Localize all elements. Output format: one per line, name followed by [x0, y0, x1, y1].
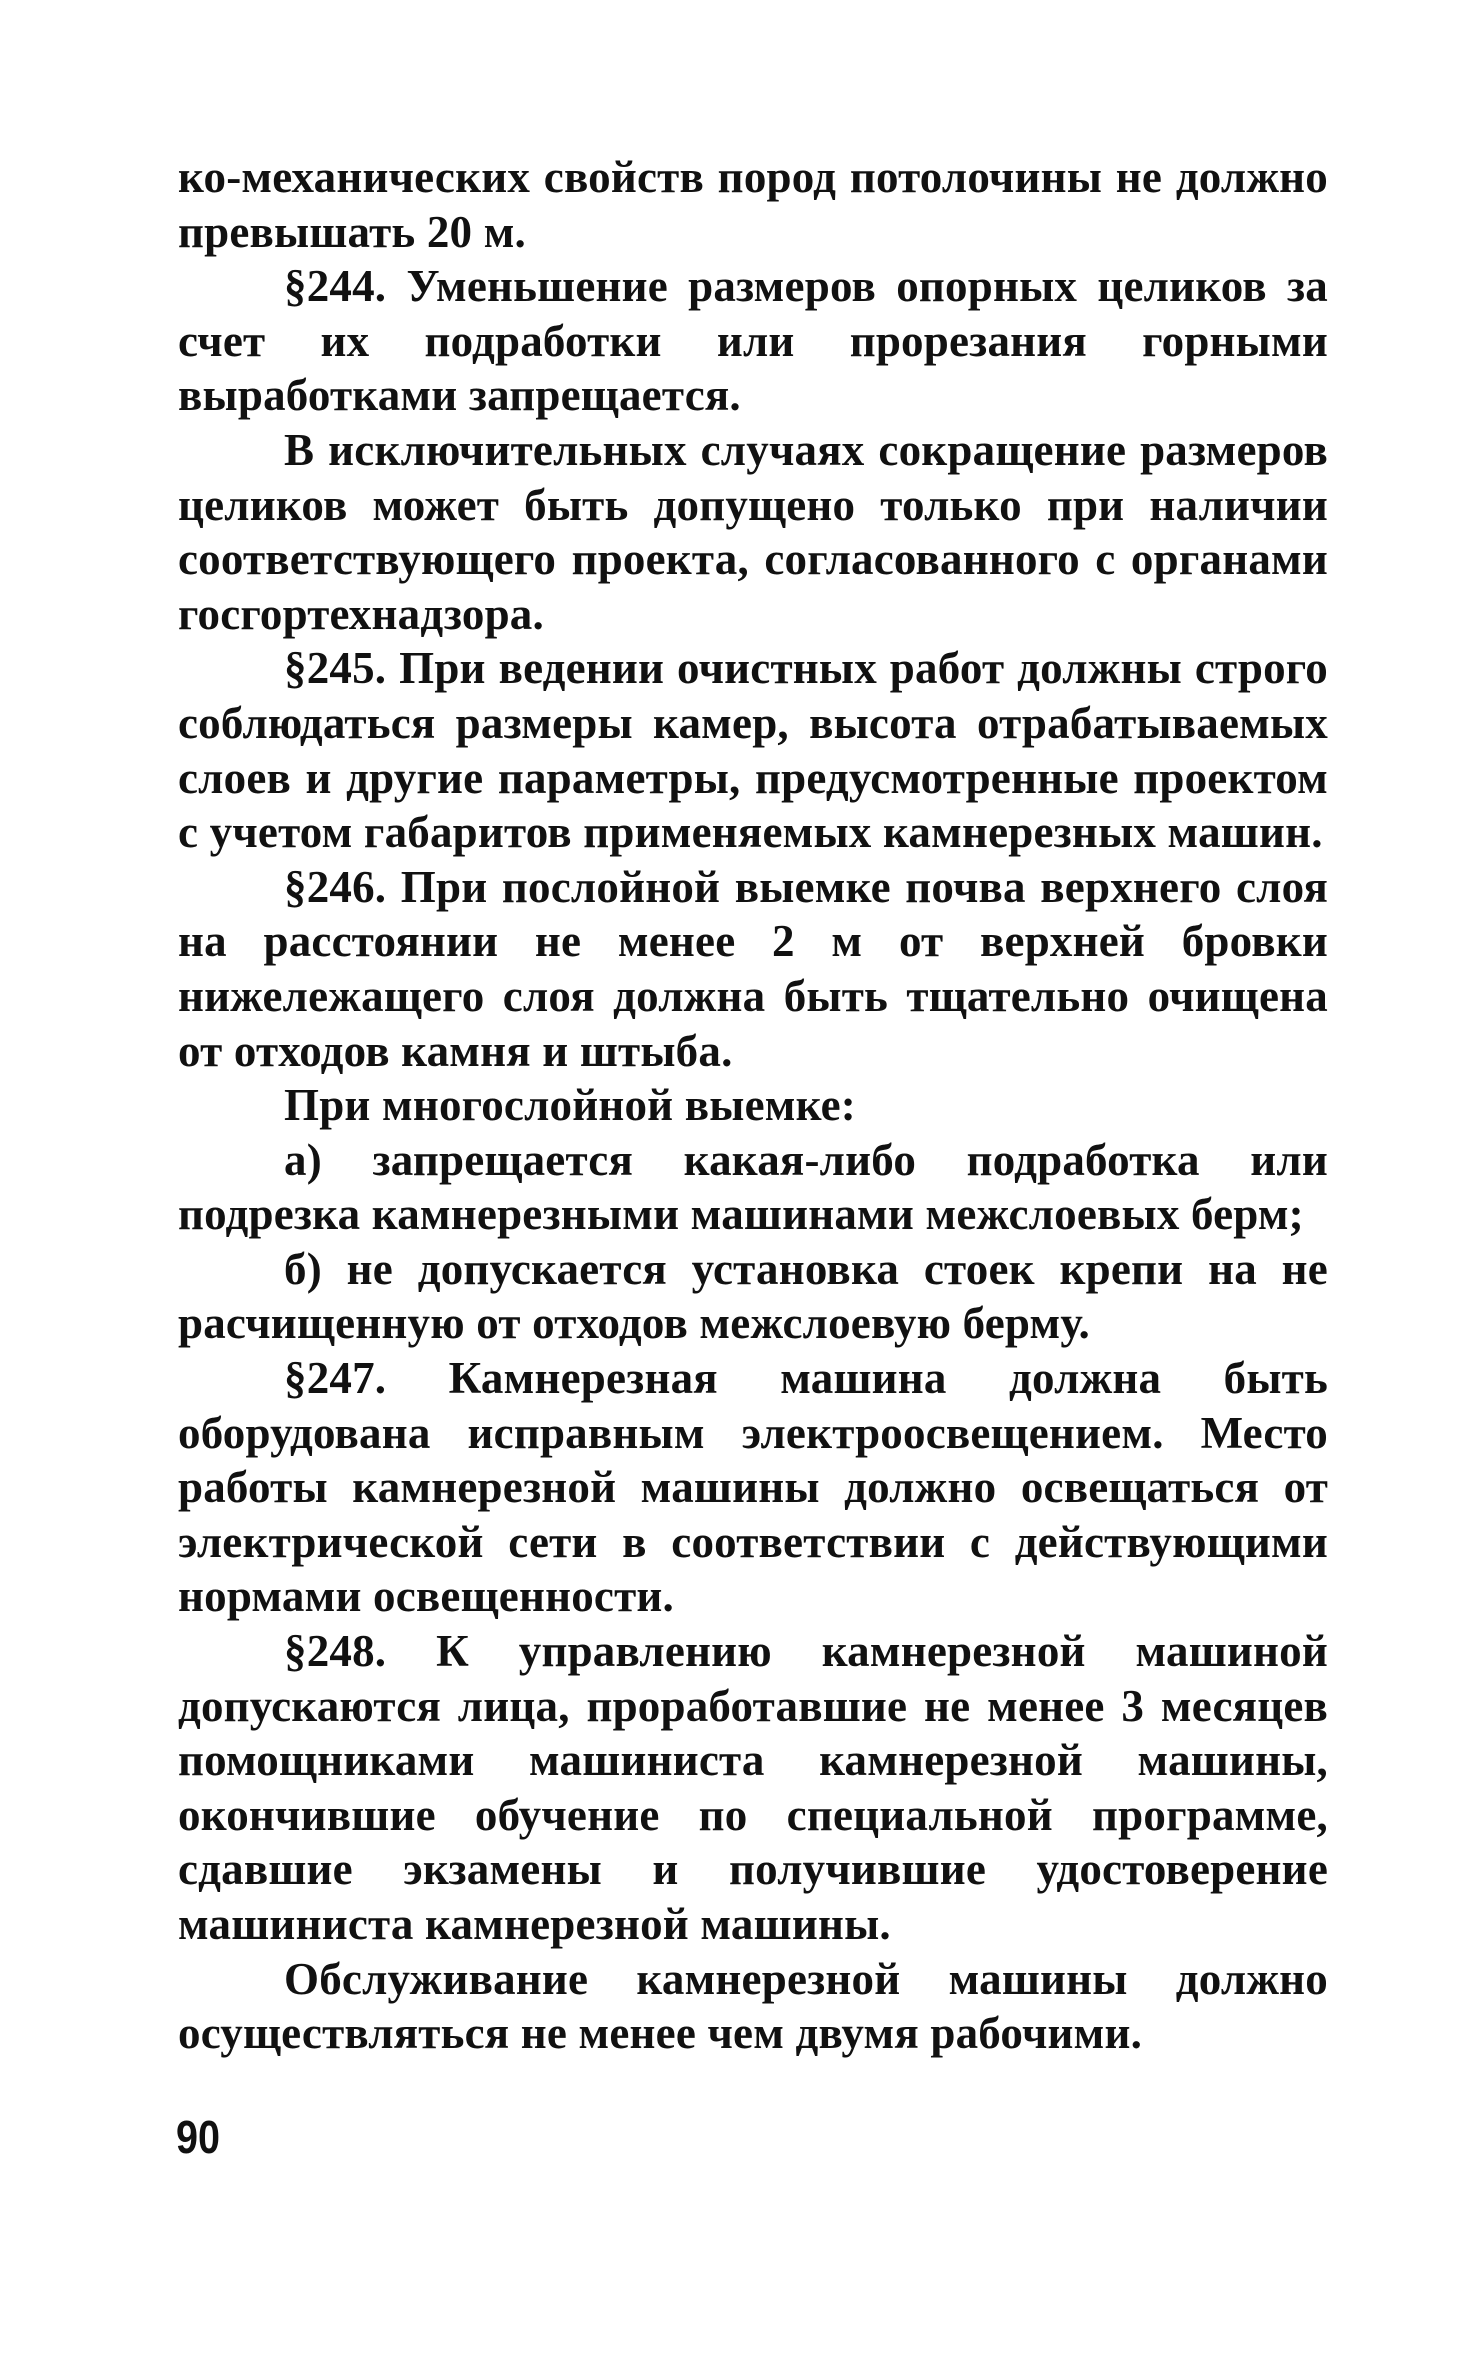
paragraph-section-245: §245. При ведении очистных работ должны строго соблюдаться размеры камер, высота отрабатываемых слоев и другие параметры, предусмотренные проектом с учетом габаритов применяемых камнерезных машин. [178, 643, 1328, 858]
paragraph: В исключительных случаях сокращение размеров целиков может быть допущено только при наличии соответствующего проекта, согласованного с органами госгортехнадзора. [178, 424, 1328, 639]
list-item-a: а) запрещается какая-либо подработка или подрезка камнерезными машинами межслоевых берм; [178, 1134, 1328, 1240]
paragraph-section-248: §248. К управлению камнерезной машиной допускаются лица, проработавшие не менее 3 месяцев помощниками машиниста камнерезной машины, окончившие обучение по специальной программе, сдавшие экзамены и получившие удостоверение машиниста камнерезной машины. [178, 1626, 1328, 1949]
paragraph-section-246: §246. При послойной выемке почва верхнего слоя на расстоянии не менее 2 м от верхней бровки нижележащего слоя должна быть тщательно очищена от отходов камня и штыба. [178, 861, 1328, 1076]
list-item-b: б) не допускается установка стоек крепи на не расчищенную от отходов межслоевую берму. [178, 1243, 1328, 1349]
paragraph-section-247: §247. Камнерезная машина должна быть оборудована исправным электроосвещением. Место работы камнерезной машины должно освещаться от электрической сети в соответствии с действующими нормами освещенности. [178, 1353, 1328, 1622]
paragraph: ко-механических свойств пород потолочины не должно превышать 20 м. [178, 152, 1328, 257]
paragraph-section-244: §244. Уменьшение размеров опорных целиков за счет их подработки или прорезания горными выработками запрещается. [178, 261, 1328, 421]
paragraph: При многослойной выемке: [284, 1080, 856, 1131]
paragraph: Обслуживание камнерезной машины должно осуществляться не менее чем двумя рабочими. [178, 1953, 1328, 2059]
page-number: 90 [176, 2111, 221, 2163]
page-body [178, 150, 1328, 2061]
